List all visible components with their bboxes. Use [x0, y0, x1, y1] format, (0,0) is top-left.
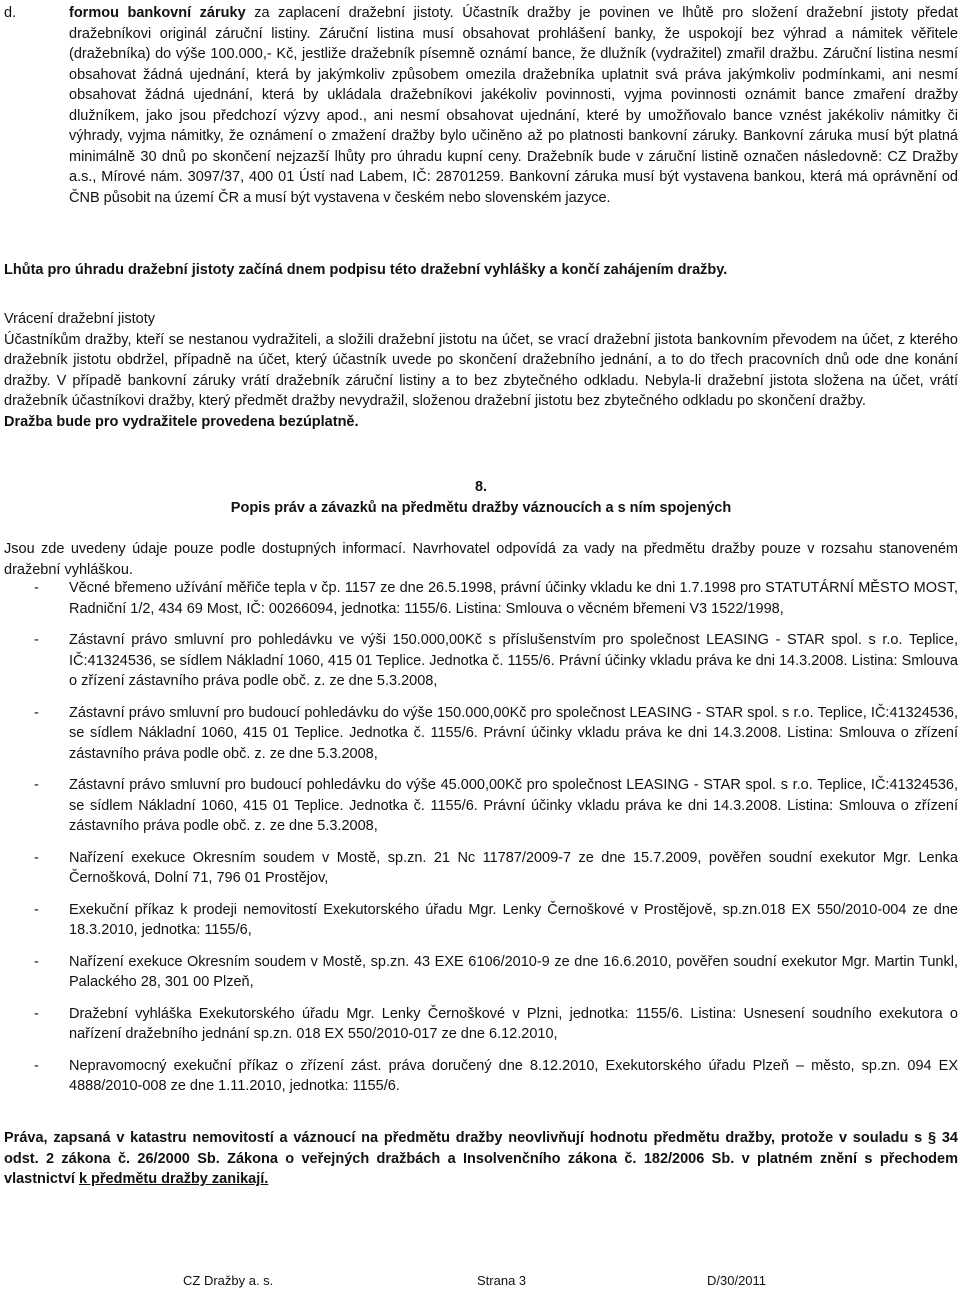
item-d-bold-lead: formou bankovní záruky [69, 5, 246, 21]
list-item: - Dražební vyhláška Exekutorského úřadu Mgr. Lenky Černoškové v Plzni, jednotka: 1155/6. Listina: Usnesení soudního exekutora o nařízení dražebního jednání sp.zn. 018 EX 550/2010-017 ze dne 6.12.2010, [34, 1005, 958, 1042]
item-d-text [69, 3, 958, 208]
list-item: - Nařízení exekuce Okresním soudem v Mostě, sp.zn. 43 EXE 6106/2010-9 ze dne 16.6.2010, pověřen soudní exekutor Mgr. Martin Tunkl, Palackého 28, 301 00 Plzeň, [34, 953, 958, 990]
refund-text: Účastníkům dražby, kteří se nestanou vydražiteli, a složili dražební jistotu na účet, se vrací dražební jistota bankovním převodem na účet, z kterého dražebník jistotu obdržel, případně na účet, který účastník uvede po skončení dražebního jednání, a to do třech pracovních dnů ode dne konání dražby. V případě bankovní záruky vrátí dražebník záruční listiny a to bez zbytečného odkladu. Nebyla-li dražební jistota složena na účet, vrátí dražebník účastníkovi dražby, který předmět dražby nevydražil, složenou dražební jistotu bez zbytečného odkladu po skončení dražby. [4, 331, 958, 409]
list-item: - Nepravomocný exekuční příkaz o zřízení zást. práva doručený dne 8.12.2010, Exekutorského úřadu Plzeň – město, sp.zn. 094 EX 4888/2010-008 ze dne 1.11.2010, jednotka: 1155/6. [34, 1057, 958, 1094]
closing-statement [4, 1128, 958, 1190]
section-8-number: 8. [474, 479, 488, 495]
section-8-header [4, 477, 958, 518]
list-item: - Věcné břemeno užívání měřiče tepla v čp. 1157 ze dne 26.5.1998, právní účinky vkladu ke dni 1.7.1998 pro STATUTÁRNÍ MĚSTO MOST, Radniční 1/2, 434 69 Most, IČ: 00266094, jednotka: 1155/6. Listina: Smlouva o věcném břemeni V3 1522/1998, [34, 580, 958, 617]
free-notice: Dražba bude pro vydražitele provedena bezúplatně. [4, 413, 359, 430]
list-item: - Zástavní právo smluvní pro pohledávku ve výši 150.000,00Kč s příslušenstvím pro společnost LEASING - STAR spol. s r.o. Teplice, IČ:41324536, se sídlem Nákladní 1060, 415 01 Teplice. Jednotka č. 1155/6. Právní účinky vkladu práva ke dni 14.3.2008. Listina: Smlouva o zřízení zástavního práva podle obč. z. ze dne 5.3.2008, [34, 632, 958, 689]
page-footer [0, 1271, 960, 1291]
list-item: - Nařízení exekuce Okresním soudem v Mostě, sp.zn. 21 Nc 11787/2009-7 ze dne 15.7.2009, pověřen soudní exekutor Mgr. Lenka Černošková, Dolní 71, 796 01 Prostějov, [34, 849, 958, 886]
section-8-title: Popis práv a závazků na předmětu dražby váznoucích a s ním spojených [230, 499, 732, 516]
refund-section [4, 309, 958, 432]
refund-heading: Vrácení dražební jistoty [4, 311, 155, 327]
item-d-bank-guarantee [4, 3, 958, 208]
list-item: - Zástavní právo smluvní pro budoucí pohledávku do výše 150.000,00Kč pro společnost LEASING - STAR spol. s r.o. Teplice, IČ:41324536, se sídlem Nákladní 1060, 415 01 Teplice. Jednotka č. 1155/6. Právní účinky vkladu práva ke dni 14.3.2008. Listina: Smlouva o zřízení zástavního práva podle obč. z. ze dne 5.3.2008, [34, 704, 958, 762]
footer-page-number: Strana 3 [477, 1273, 527, 1288]
list-item: - Exekuční příkaz k prodeji nemovitostí Exekutorského úřadu Mgr. Lenky Černoškové v Prostějově, sp.zn.018 EX 550/2010-004 ze dne 18.3.2010, jednotka: 1155/6, [34, 901, 958, 938]
list-item: - Zástavní právo smluvní pro budoucí pohledávku do výše 45.000,00Kč pro společnost LEASING - STAR spol. s r.o. Teplice, IČ:41324536, se sídlem Nákladní 1060, 415 01 Teplice. Jednotka č. 1155/6. Právní účinky vkladu práva ke dni 14.3.2008. Listina: Smlouva o zřízení zástavního práva podle obč. z. ze dne 5.3.2008, [34, 777, 958, 834]
item-d-body: za zaplacení dražební jistoty. Účastník dražby je povinen ve lhůtě pro složení dražební jistoty předat dražebníkovi originál záruční listiny. Záruční listina musí obsahovat prohlášení banky, že uspokojí bez výhrad a námitek věřitele (dražebníka) do výše 100.000,- Kč, jestliže dražebník písemně oznámí bance, že dlužník (vydražitel) zmařil dražbu. Záruční listina nesmí obsahovat žádná ujednání, která by jakýmkoliv způsobem omezila dražebníka uplatnit svá práva jakýmkoliv podmínkami, ani nesmí obsahovat žádná ujednání, která by ukládala dražebníkovi jakékoliv povinnosti, vyjma povinnosti oznámit bance zmaření dražby dlužníkem, jako jsou předchozí výzvy apod., ani nesmí obsahovat ujednání, které by umožňovalo bance vznést jakékoliv námitky či výhrady, vyjma námitky, že oznámení o zmažení dražby bylo učiněno až po platnosti bankovní záruky. Bankovní záruka musí být platná minimálně 30 dnů po skončení nejzazší lhůty pro úhradu kupní ceny. Dražebník bude v záruční listině označen následovně: CZ Dražby a.s., Mírové nám. 3097/37, 400 01 Ústí nad Labem, IČ: 28701259. Bankovní záruka musí být vystavena bankou, která má oprávnění od ČNB působit na území ČR a musí být vystavena v českém nebo slovenském jazyce. [69, 5, 958, 206]
deadline-notice [4, 260, 958, 281]
rights-list [34, 578, 958, 1108]
closing-main: Práva, zapsaná v katastru nemovitostí a váznoucí na předmětu dražby neovlivňují hodnotu předmětu dražby, protože v souladu s § 34 odst. 2 zákona č. 26/2000 Sb. Zákona o veřejných dražbách a Insolvenčního zákona č. 182/2006 Sb. v platném znění s přechodem vlastnictví [4, 1130, 958, 1187]
deadline-notice-text: Lhůta pro úhradu dražební jistoty začíná dnem podpisu této dražební vyhlášky a končí zahájením dražby. [4, 262, 728, 278]
footer-reference: D/30/2011 [707, 1273, 767, 1288]
item-d-label: d. [4, 5, 17, 21]
section-8-intro: Jsou zde uvedeny údaje pouze podle dostupných informací. Navrhovatel odpovídá za vady na předmětu dražby pouze v rozsahu stanoveném dražební vyhláškou. [4, 541, 958, 578]
closing-underlined: k předmětu dražby zanikají. [78, 1171, 269, 1187]
footer-company: CZ Dražby a. s. [183, 1273, 274, 1288]
